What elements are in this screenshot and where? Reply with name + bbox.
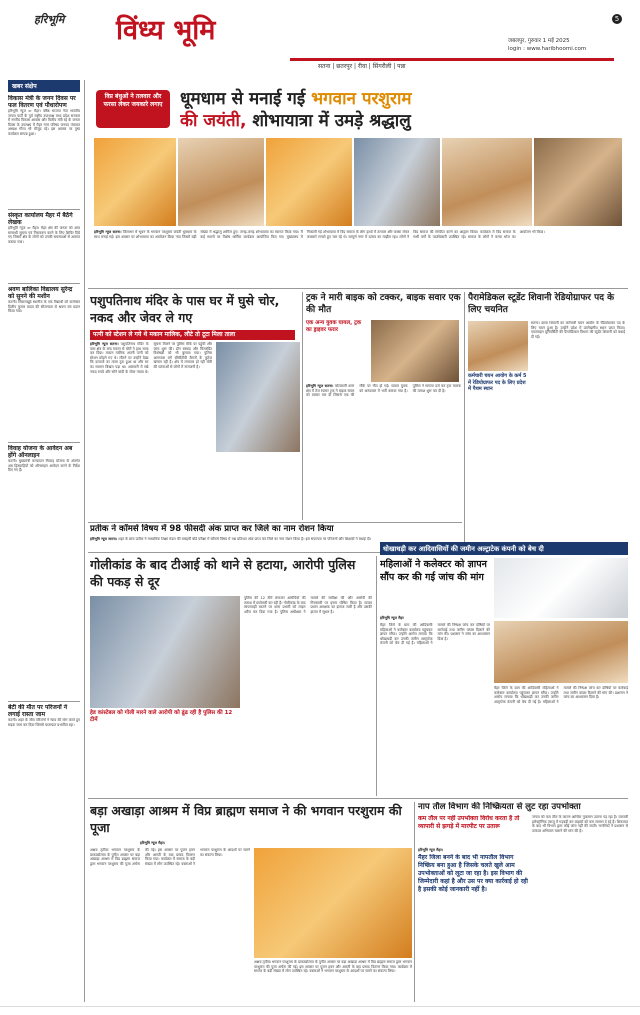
story-photo [254,848,412,958]
story-body: पुलिस की 12 टीमें लगातार आरोपियों की तलाश में छापेमारी कर रही हैं। गोलीकांड के बाद लापरवाही बरतने पर थाना प्रभारी को लाइन अटैच कर दिया गया है। पुलिस अधीक्षक ने मामले की समीक्षा की और आरोपी की गिरफ्तारी पर इनाम घोषित किया है। घायल प्रधान आरक्षक का इलाज जारी है और उसकी हालत में सुधार है। [244,596,372,614]
lead-photo [442,138,532,226]
photo-caption: कर्मचारी चयन आयोग के कर्म 5 में रेडियोग्राफर पद के लिए प्रदेश में पैथम स्थान [468,373,527,392]
story-kicker: पत्नी को स्टेशन ले गये थे मकान मालिक, लौटे तो टूटा मिला ताला [90,330,295,340]
story-body-text: शहर के छात्र प्रतीक ने माध्यमिक शिक्षा मंडल की बारहवीं बोर्ड परीक्षा में कॉमर्स विषय में 98 प्रतिशत अंक प्राप्त कर जिले का नाम रोशन किया है। इस सफलता पर परिजनों और शिक्षकों ने बधाई दी। [118,537,372,541]
story-accident [306,292,461,522]
story-headline: पशुपतिनाथ मंदिर के पास घर में घुसे चोर, नकद और जेवर ले गए [90,293,280,325]
sidebar-header: खबर संक्षेप [8,80,80,92]
story-land-fraud [380,542,628,796]
lead-photo [534,138,622,226]
lead-body-text: जिलाभर में भूधन के भगवान परशुराम जयंती धूमधाम के साथ मनाई गई। इस अवसर पर शोभायात्रा का आयोजन किया गया जिसमें बड़ी संख्या में श्रद्धालु शामिल हुए। जगह-जगह शोभायात्रा का स्वागत किया गया। मैं कई स्थानों पर विशेष धार्मिक कार्यक्रम आयोजित किए गए। मुख्यालय में निकाली गई शोभायात्रा में विप्र समाज के लोग हाथों में तलवार और फरसा लेकर जयकारे लगाते हुए चल रहे थे। सम्पूर्ण नगर में उत्सव का माहौल रहा। लोगों ने विप्र समाज की संगठित करने का आह्वान किया। कार्यक्रम में विप्र समाज के सभी वर्गों के पदाधिकारी उपस्थित रहे। समाज के लोगों ने कन्या भोज का आयोजन भी किया। [94,230,545,239]
story-headline: नाप तौल विभाग की निष्क्रियता से लुट रहा उपभोक्ता [418,802,581,812]
section-divider [88,522,462,523]
byline: हरिभूमि न्यूज मैहर। [140,841,166,845]
story-body: अक्षय तृतीया भगवान परशुराम के प्राकट्योत्सव के पुनीत अवसर पर बड़ा अखाड़ा आश्रम में विप्र ब्राह्मण समाज द्वारा भगवान परशुराम की पूजा अर्चना की गई। इस अवसर पर पूजन हवन और आरती के बाद प्रसाद वितरण किया गया। कार्यक्रम में समाज के बड़ी संख्या में लोग उपस्थित रहे। वक्ताओं ने भगवान परशुराम के आदर्शों पर चलने का संकल्प लिया। [90,848,250,866]
column-divider [464,292,465,542]
print-registration-strip [0,1006,640,1015]
lead-headline-part: धूमधाम से मनाई गई [180,89,312,109]
section-divider [88,288,628,289]
lead-photo [266,138,352,226]
page-number: 5 [612,14,622,24]
section-divider [88,798,628,799]
story-tag: धोखाधड़ी कर आदिवासियों की जमीन अल्ट्राटेक कंपनी को बेच दी [380,542,628,555]
story-headline: महिलाओं ने कलेक्टर को ज्ञापन सौंप कर की गई जांच की मांग [380,559,487,583]
lead-photo [354,138,440,226]
sidebar-item-headline: श्रवण बालिका विद्यालय सुरेन्द्र को सुनने की मशीन [8,286,73,300]
column-divider [414,802,415,1002]
lead-body [94,230,622,280]
website: login : www.haribhoomi.com [508,46,587,52]
byline: हरिभूमि न्यूज सतना। [94,230,122,234]
sidebar-item-body: कटनी। मुख्यमंत्री कन्यादान निकाह योजना के अंतर्गत अब हितग्राहियों को ऑनलाइन आवेदन करने के निर्देश दिए गए हैं। [8,459,80,473]
story-photo [216,342,300,452]
story-body: सतना। छात्रा शिवानी का कर्मचारी चयन आयोग के रेडियोग्राफर पद के लिए चयन हुआ है। उन्होंने प्रदेश में उल्लेखनीय स्थान प्राप्त किया। एयरलाइन यूनिवर्सिटी की पैरामेडिकल विभाग की स्टूडेंट शिवानी को बधाई दी गई। [531,321,625,339]
story-kicker: एक अन्य युवक घायल, ट्रक का ड्राइवर फरार [306,320,362,333]
story-headline: पैरामेडिकल स्टूडेंट शिवानी रेडियोग्राफर पद के लिए चयनित [468,293,615,315]
story-photo [371,320,459,382]
story-body [90,342,212,514]
sidebar-item-body: कटनी। शहर के जीव परिजनों ने न्याय की मांग करते हुए सड़क जाम कर दिया जिससे यातायात प्रभावित रहा। [8,718,80,727]
story-weights [418,802,628,1002]
story-theft [90,292,300,522]
story-body-text: कोतवाली थाना क्षेत्र में तेज रफ्तार ट्रक ने बाइक सवार को टक्कर मार दी जिससे एक की मौके पर मौत हो गई। घायल युवक को अस्पताल में भर्ती कराया गया है। पुलिस ने मामला दर्ज कर ट्रक चालक की तलाश शुरू कर दी है। [306,384,461,398]
story-body-text: पशुपतिनाथ मंदिर के पास क्षेत्र के बन्द मकान से चोरों ने हाथ साफ कर दिया। मकान मालिक अपनी पत्नी को स्टेशन छोड़ने गए थे। लौटने पर उन्होंने देखा कि दरवाजे का ताला टूटा हुआ था और घर का सामान बिखरा पड़ा था। अलमारी में रखे नकद रुपये और सोने चांदी के जेवर गायब थे। सूचना मिलने पर पुलिस मौके पर पहुंची और जांच शुरू की। डॉग स्क्वाड और फिंगरप्रिंट विशेषज्ञों को भी बुलाया गया। पुलिस आसपास लगे सीसीटीवी कैमरों के फुटेज खंगाल रही है। क्षेत्र में लगातार हो रही चोरी की घटनाओं से लोगों में नाराजगी है। [90,342,212,374]
sidebar-item-body: कटनी। सिकराखुर्द स्थानीय के एक विद्यार्थी को कलेक्टर दिलीप कुमार यादव की सौजन्यता से श्रवण यंत्र प्रदान किया गया। [8,300,80,314]
masthead-cities: सतना | छतरपुर | रीवा | सिंगरौली | पन्ना [318,63,406,70]
photo-caption: हेड कांस्टेबल को गोली मारने वाले आरोपी को ढूंढ रही है पुलिस की 12 टीमें [90,710,233,723]
lead-story [90,86,624,282]
byline: हरिभूमि न्यूज सतना। [306,384,334,388]
story-lead: कम तौल पर नहीं उपभोक्ता विरोध करता है तो व्यापारी से झगड़े में मारपीट पर उतारू [418,815,520,830]
sidebar-item [8,704,80,878]
masthead-rule [290,58,614,61]
story-headline: ट्रक ने मारी बाइक को टक्कर, बाइक सवार एक की मौत [306,293,461,315]
story-photo [90,596,240,708]
lead-headline [180,88,620,132]
story-body: मैहर जिले के ग्राम की आदिवासी महिलाओं ने कलेक्टर कार्यालय पहुंचकर ज्ञापन सौंपा। उन्होंने आरोप लगाया कि धोखाधड़ी कर उनकी जमीन अल्ट्राटेक कंपनी को बेच दी गई है। महिलाओं ने मामले की निष्पक्ष जांच कर दोषियों पर कार्रवाई तथा जमीन वापस दिलाने की मांग की। प्रशासन ने जांच का आश्वासन दिया है। [380,623,490,646]
story-body-continued: मैहर जिले के ग्राम की आदिवासी महिलाओं ने कलेक्टर कार्यालय पहुंचकर ज्ञापन सौंपा। उन्होंने आरोप लगाया कि धोखाधड़ी कर उनकी जमीन अल्ट्राटेक कंपनी को बेच दी गई है। महिलाओं ने मामले की निष्पक्ष जांच कर दोषियों पर कार्रवाई तथा जमीन वापस दिलाने की मांग की। प्रशासन ने जांच का आश्वासन दिया है। [494,686,628,704]
photo-caption: अक्षय तृतीया भगवान परशुराम के प्राकट्योत्सव के पुनीत अवसर पर बड़ा अखाड़ा आश्रम में विप्र ब्राह्मण समाज द्वारा भगवान परशुराम की पूजा अर्चना की गई। इस अवसर पर पूजन हवन और आरती के बाद प्रसाद वितरण किया गया। कार्यक्रम में समाज के बड़ी संख्या में लोग उपस्थित रहे। वक्ताओं ने भगवान परशुराम के आदर्शों पर चलने का संकल्प लिया। [254,960,412,974]
story-headline: गोलीकांड के बाद टीआई को थाने से हटाया, आरोपी पुलिस की पकड़ से दूर [90,557,356,589]
sidebar-item-headline: संस्कृत कार्यालय मैहर में बैठेंगे लेखक [8,212,73,226]
sidebar-item [8,212,80,281]
dateline: जबलपुर, गुरुवार 1 मई 2025 [508,38,570,44]
byline: हरिभूमि न्यूज मैहर। [418,848,444,852]
byline: हरिभूमि न्यूज सतना। [90,342,119,346]
sidebar-divider [84,80,85,1002]
sidebar-item-body: हरिभूमि न्यूज ≫ मैहर। वरिष्ठ भाजपा नेता भारतीय जनता पार्टी के पूर्व राष्ट्रीय उपाध्यक्ष मध्य प्रदेश सरकार में नगरीय विकास आवास और वित्तीय मंत्री रहे के जनता दिवस के उपलक्ष्य में मैहर नगर परिषद जनपद पंचायत अध्यक्ष गौरव भी मौजूद रहे। इस अवसर पर पुष्प कार्यक्रम सम्पन्न हुआ। [8,109,80,136]
byline: हरिभूमि न्यूज सतना। [90,537,117,541]
column-divider [376,556,377,796]
sidebar-item [8,445,80,699]
sidebar-item-headline: बेटी की मौत पर परिजनों ने लगाई रास्ता जाम [8,704,68,718]
story-headline: बड़ा अखाड़ा आश्रम में विप्र ब्राह्मण समाज ने की भगवान परशुराम की पूजा [90,803,402,835]
masthead [0,0,640,84]
byline: हरिभूमि न्यूज मैहर [380,616,404,620]
story-intro: मैहर जिला बनने के बाद भी नापतौल विभाग निष्क्रिय बना हुआ है जिसके चलते खुले आम उपभोक्ताओं को लूटा जा रहा है। इस विभाग की जिम्मेदारी कहां है और उस पर क्या कार्रवाई हो रही है इसकी कोई जानकारी नहीं है। [418,854,528,893]
story-akhada [90,802,412,1002]
sidebar-item-headline: विवाह योजना के आवेदन अब होंगे ऑनलाइन [8,445,73,459]
story-shooting [90,556,372,796]
column-divider [302,292,303,520]
logo: हरिभूमि [34,13,65,26]
lead-tag: विप्र बंधुओं ने तलवार और फरसा लेकर जयकारे लगाए [96,90,170,128]
lead-headline-accent: भगवान परशुराम [311,89,412,109]
lead-photo [94,138,176,226]
story-photo [494,621,628,683]
sidebar-item-headline: विकास मंत्री के जनन दिवस पर फल वितरण एवं पौधारोपण [8,95,76,109]
lead-photo [178,138,264,226]
page-title: विंध्य भूमि [116,15,216,46]
story-body: जनता को कम तौल के कारण आर्थिक नुकसान उठाना पड़ रहा है। व्यापारी इलेक्ट्रॉनिक तराजू में गड़बड़ी कर ग्राहकों को कम सामान दे रहे हैं। शिकायत के बाद भी विभाग द्वारा कोई जांच नहीं की जाती। नागरिकों ने प्रशासन से तत्काल अभियान चलाने की मांग की है। [532,815,628,833]
student-photo [468,321,528,371]
story-paramedical [468,292,626,540]
sidebar-item [8,286,80,440]
sidebar [8,80,80,1002]
story-headline: प्रतीक ने कॉमर्स विषय में 98 फीसदी अंक प्राप्त कर जिले का नाम रोशन किया [90,524,334,534]
lead-headline-accent: की जयंती, [180,111,253,131]
lead-headline-part: शोभायात्रा में उमड़े श्रद्धालु [252,111,411,131]
story-body [306,384,461,512]
story-photo [494,558,628,618]
sidebar-item-body: हरिभूमि न्यूज ≫ मैहर। मैहर क्षेत्र की जनता को आय सम्बन्धी सूचना एवं निराकरण करने के लिए शिविर दिये गए जिसमें क्षेत्र के लोगों को उनकी समस्याओं से अवगत कराया गया। [8,226,80,244]
sidebar-item [8,95,80,207]
